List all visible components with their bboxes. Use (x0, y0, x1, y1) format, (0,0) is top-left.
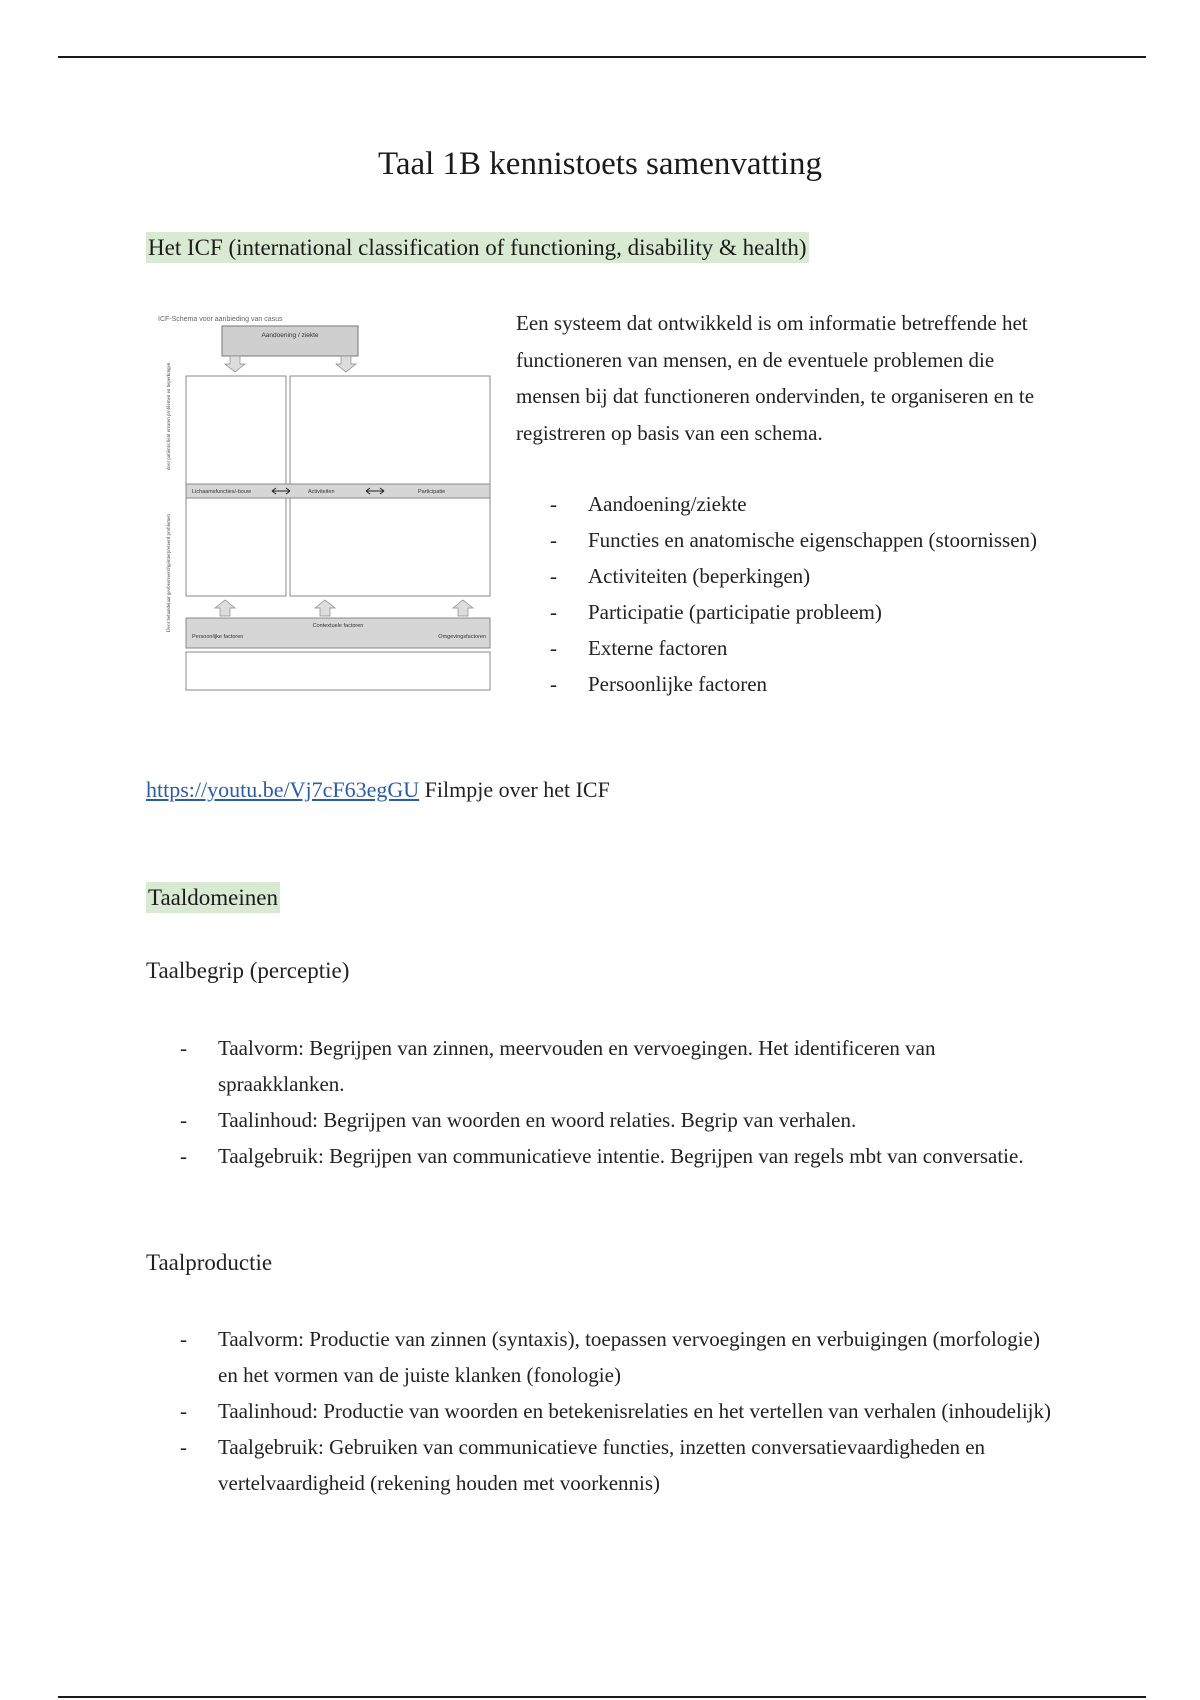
diagram-top-box (222, 326, 358, 356)
diagram-bottom-left-label: Persoonlijke factoren (192, 634, 244, 640)
taaldomeinen-heading (146, 885, 280, 911)
video-link[interactable]: https://youtu.be/Vj7cF63egGU (146, 777, 420, 802)
arrow-up-3 (453, 600, 473, 616)
diagram-top-label: Aandoening / ziekte (261, 332, 319, 339)
diagram-caption: ICF-Schema voor aanbieding van casus (158, 316, 283, 323)
list-item: - Taalvorm: Productie van zinnen (syntaxis), toepassen vervoegingen en verbuigingen (morfologie) en het vormen van de juiste klanken (fonologie) (180, 1327, 1040, 1387)
list-item: - Taalgebruik: Gebruiken van communicatieve functies, inzetten conversatievaardigheden en vertelvaardigheid (rekening houden met voorkennis) (180, 1435, 986, 1495)
diagram-side-bottom: Door behandelaar geobserveerd/geïnterpreteerd problemen (167, 514, 172, 632)
diagram-side-top: door patiënt/cliënt ervaren problemen en beperkingen (167, 362, 172, 470)
taaldomeinen-heading-text: Taaldomeinen (146, 882, 280, 913)
icf-diagram (148, 310, 498, 710)
icf-list (552, 486, 1072, 702)
list-item: - Taalinhoud: Productie van woorden en betekenisrelaties en het vertellen van verhalen (inhoudelijk) (180, 1399, 1051, 1423)
list-item: - Activiteiten (beperkingen) (550, 564, 811, 588)
top-rule (58, 56, 1146, 58)
arrow-up-2 (315, 600, 335, 616)
diagram-box-lower-right (290, 498, 490, 596)
diagram-empty-box (186, 652, 490, 690)
diagram-mid-label-3: Participatie (418, 489, 446, 495)
taalbegrip-title: Taalbegrip (perceptie) (146, 958, 350, 983)
icf-intro: Een systeem dat ontwikkeld is om informatie betreffende het functioneren van mensen, en de eventuele problemen die mensen bij dat functioneren ondervinden, te organiseren en te registreren op basis van een schema. (516, 311, 1035, 445)
arrow-up-1 (215, 600, 235, 616)
taalproductie-title: Taalproductie (146, 1250, 273, 1275)
list-item: - Taalinhoud: Begrijpen van woorden en woord relaties. Begrip van verhalen. (180, 1108, 857, 1132)
list-item: - Taalvorm: Begrijpen van zinnen, meervouden en vervoegingen. Het identificeren van spraakklanken. (180, 1036, 936, 1096)
list-item: - Aandoening/ziekte (550, 492, 747, 516)
list-item: - Externe factoren (550, 636, 728, 660)
icf-heading (146, 235, 809, 261)
arrow-down-left (225, 356, 245, 372)
diagram-mid-label-1: Lichaamsfuncties/-bouw (192, 489, 252, 495)
icf-heading-text: Het ICF (international classification of functioning, disability & health) (146, 232, 809, 263)
diagram-box-lower-left (186, 498, 286, 596)
list-item: - Participatie (participatie probleem) (550, 600, 882, 624)
taalproductie-list (180, 1321, 1060, 1501)
video-link-caption: Filmpje over het ICF (424, 777, 610, 802)
diagram-mid-label-2: Activiteiten (308, 489, 335, 495)
page-title: Taal 1B kennistoets samenvatting (377, 146, 823, 182)
arrow-down-right (336, 356, 356, 372)
diagram-bottom-label: Contextuele factoren (312, 623, 364, 629)
diagram-box-upper-right (290, 376, 490, 484)
diagram-box-upper-left (186, 376, 286, 484)
video-link-line (146, 777, 610, 803)
list-item: - Persoonlijke factoren (550, 672, 768, 696)
diagram-bottom-right-label: Omgevingsfactoren (438, 634, 486, 640)
list-item: - Functies en anatomische eigenschappen (stoornissen) (550, 528, 1038, 552)
taalbegrip-list (180, 1030, 1060, 1174)
list-item: - Taalgebruik: Begrijpen van communicatieve intentie. Begrijpen van regels mbt van conversatie. (180, 1144, 1024, 1168)
bottom-rule (58, 1696, 1146, 1698)
